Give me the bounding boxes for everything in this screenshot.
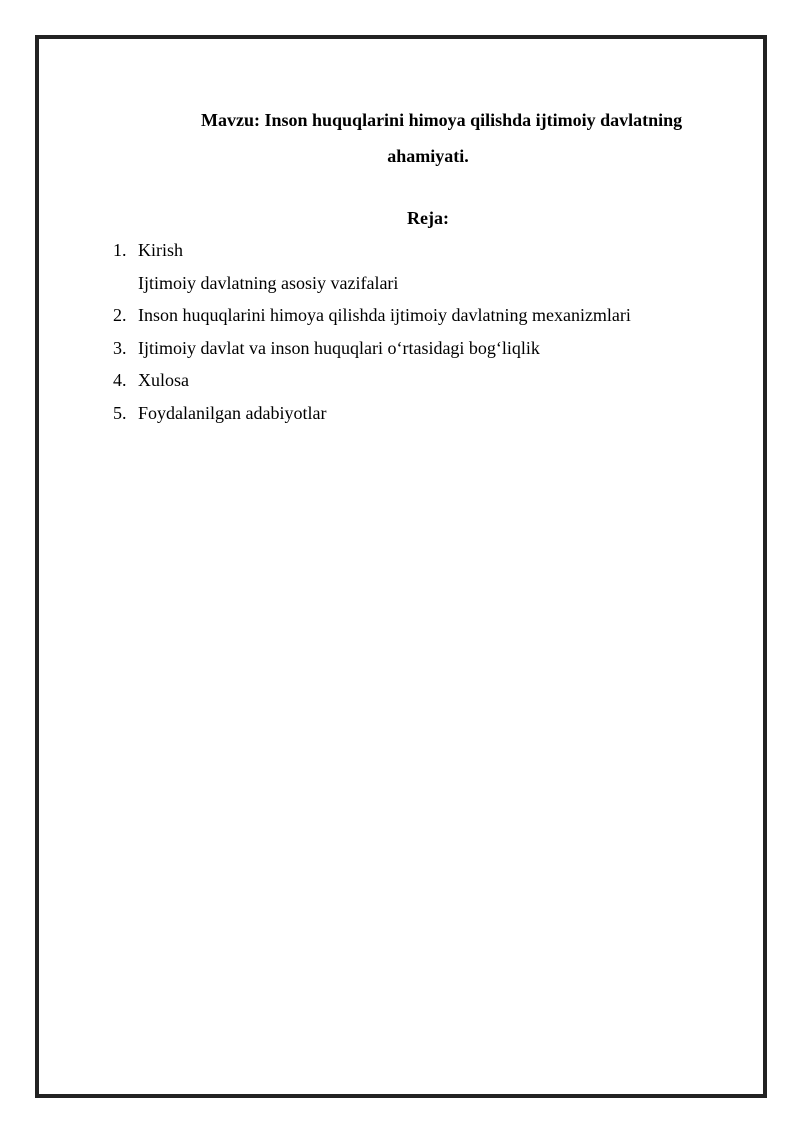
plan-item-text: Xulosa [138,370,189,390]
plan-item-number: 1. [113,240,127,260]
page-border [35,35,767,1098]
plan-heading: Reja: [407,208,449,228]
plan-item-conclusion [113,368,733,401]
plan-item-text: Ijtimoiy davlatning asosiy vazifalari [138,272,399,293]
document-title-line1: Mavzu: Inson huquqlarini himoya qilishda ijtimoiy davlatning [201,110,683,130]
plan-item-introduction [113,238,733,271]
plan-item-main-functions [113,271,733,304]
plan-item-number: 2. [113,305,127,325]
plan-item-text: Kirish [138,240,183,260]
plan-item-number: 5. [113,402,127,423]
plan-item-text: Ijtimoiy davlat va inson huquqlari o‘rtasidagi bog‘liqlik [138,337,540,358]
plan-item-references [113,401,733,434]
plan-item-number: 3. [113,337,127,358]
plan-item-number: 4. [113,370,127,390]
plan-item-mechanisms [113,303,733,336]
plan-item-relationship [113,336,733,369]
document-title-line2: ahamiyati. [387,146,469,166]
plan-item-text: Inson huquqlarini himoya qilishda ijtimoiy davlatning mexanizmlari [138,305,631,325]
plan-list [113,238,733,433]
plan-item-text: Foydalanilgan adabiyotlar [138,402,327,423]
